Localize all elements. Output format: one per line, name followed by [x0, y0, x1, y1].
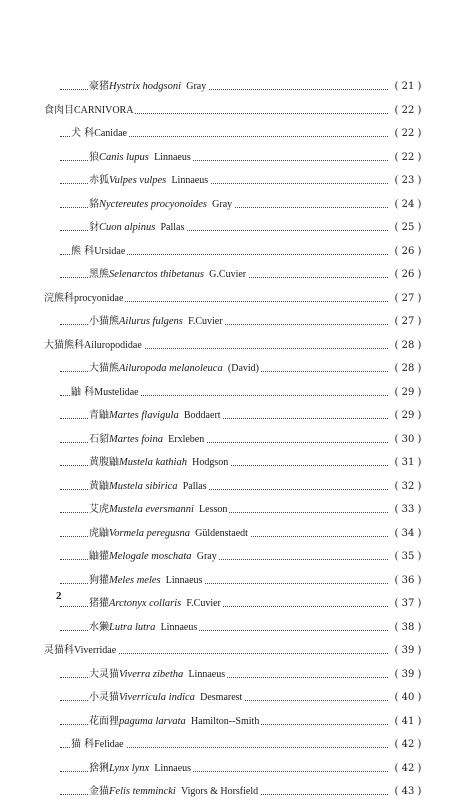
author-name: Lesson — [199, 504, 228, 515]
page-ref: ( 39 ) — [388, 663, 428, 687]
page-ref: ( 31 ) — [388, 451, 428, 475]
author-name: Linnaeus — [165, 574, 203, 586]
chinese-name: 浣熊科 — [44, 292, 74, 304]
chinese-name: 猞猁 — [89, 762, 109, 774]
toc-entry — [0, 757, 450, 781]
entry-title — [89, 569, 204, 593]
toc-entry — [0, 592, 450, 616]
toc-entry — [0, 663, 450, 687]
toc-entry — [0, 99, 450, 123]
toc-entry — [0, 639, 450, 663]
chinese-name: 食肉目 — [44, 104, 74, 116]
entry-title — [89, 475, 209, 499]
chinese-name: 鼬 科 — [71, 386, 95, 398]
scientific-name: Lynx lynx — [109, 762, 150, 774]
chinese-name: 狼 — [89, 151, 99, 163]
page-ref: ( 43 ) — [388, 780, 428, 804]
toc-entry — [0, 75, 450, 99]
author-name: Linnaeus — [154, 762, 192, 774]
toc-entry — [0, 169, 450, 193]
chinese-name: 熊 科 — [71, 245, 95, 257]
page-ref: ( 27 ) — [388, 310, 428, 334]
page-ref: ( 37 ) — [388, 592, 428, 616]
entry-title — [89, 592, 223, 616]
author-name: Hamilton--Smith — [190, 715, 260, 727]
chinese-name: 大猫熊 — [89, 363, 119, 374]
scientific-name: Vulpes vulpes — [109, 175, 167, 186]
page-ref: ( 40 ) — [388, 686, 428, 710]
author-name: Boddaert — [183, 410, 221, 421]
author-name: Linnaeus — [171, 175, 209, 186]
scientific-name: Hystrix hodgsoni — [109, 81, 182, 92]
entry-title — [89, 169, 210, 193]
taxon-latin-name: procyonidae — [74, 292, 124, 304]
entry-title — [71, 122, 129, 146]
chinese-name: 黄鼬 — [89, 480, 109, 492]
entry-title — [89, 75, 208, 99]
chinese-name: 青鼬 — [89, 410, 109, 421]
toc-entry — [0, 122, 450, 146]
scientific-name: Nyctereutes procyonoides — [99, 198, 207, 210]
entry-title — [89, 310, 225, 334]
entry-title — [89, 757, 193, 781]
chinese-name: 猪獾 — [89, 598, 109, 609]
entry-title — [89, 263, 248, 287]
scientific-name: Mustela eversmanni — [109, 504, 194, 515]
entry-title — [89, 404, 223, 428]
page-ref: ( 30 ) — [388, 428, 428, 452]
page-ref: ( 34 ) — [388, 522, 428, 546]
chinese-name: 艾虎 — [89, 504, 109, 515]
entry-title — [89, 710, 261, 734]
entry-title — [44, 639, 118, 663]
page-ref: ( 38 ) — [388, 616, 428, 640]
toc-entry — [0, 381, 450, 405]
toc-entry — [0, 357, 450, 381]
chinese-name: 虎鼬 — [89, 527, 109, 539]
author-name: Gray — [212, 198, 233, 210]
taxon-latin-name: Viverridae — [74, 645, 117, 656]
author-name: Pallas — [182, 480, 207, 492]
author-name: Pallas — [160, 222, 185, 233]
author-name: Linnaeus — [160, 621, 198, 633]
author-name: G.Cuvier — [209, 269, 247, 280]
page-ref: ( 36 ) — [388, 569, 428, 593]
toc-entry — [0, 193, 450, 217]
entry-title — [44, 99, 135, 123]
scientific-name: Mustela sibirica — [109, 480, 178, 492]
entry-title — [89, 545, 219, 569]
chinese-name: 豺 — [89, 222, 99, 233]
chinese-name: 貉 — [89, 198, 99, 210]
entry-title — [71, 733, 126, 757]
scientific-name: Mustela kathiah — [119, 457, 187, 468]
scientific-name: Melogale moschata — [109, 551, 192, 562]
scientific-name: Ailurus fulgens — [119, 316, 183, 327]
chinese-name: 灵猫科 — [44, 645, 74, 656]
toc-entry — [0, 310, 450, 334]
toc-entry — [0, 404, 450, 428]
page-ref: ( 21 ) — [388, 75, 428, 99]
toc-entry — [0, 240, 450, 264]
chinese-name: 狗獾 — [89, 574, 109, 586]
chinese-name: 水獭 — [89, 621, 109, 633]
author-name: Desmarest — [200, 692, 243, 703]
page-ref: ( 26 ) — [388, 240, 428, 264]
scientific-name: Lutra lutra — [109, 621, 156, 633]
page-ref: ( 22 ) — [388, 99, 428, 123]
scientific-name: Felis temmincki — [109, 786, 176, 797]
author-name: F.Cuvier — [186, 598, 221, 609]
page-ref: ( 29 ) — [388, 381, 428, 405]
toc-entry — [0, 287, 450, 311]
toc-entry — [0, 451, 450, 475]
toc-entry — [0, 498, 450, 522]
entry-title — [89, 663, 227, 687]
author-name: Güldenstaedt — [195, 527, 248, 539]
author-name: Gray — [196, 551, 217, 562]
entry-title — [44, 334, 144, 358]
page-ref: ( 25 ) — [388, 216, 428, 240]
author-name: Erxleben — [168, 433, 205, 445]
author-name: Linnaeus — [154, 151, 191, 163]
taxon-latin-name: Canidae — [94, 128, 127, 139]
entry-title — [89, 146, 193, 170]
scientific-name: paguma larvata — [119, 715, 186, 727]
toc-entry — [0, 522, 450, 546]
chinese-name: 小灵猫 — [89, 692, 119, 703]
page-ref: ( 41 ) — [388, 710, 428, 734]
chinese-name: 大猫熊科 — [44, 339, 84, 351]
scientific-name: Viverricula indica — [119, 692, 195, 703]
page-ref: ( 39 ) — [388, 639, 428, 663]
page-ref: ( 22 ) — [388, 146, 428, 170]
toc-entry — [0, 475, 450, 499]
chinese-name: 石貂 — [89, 433, 109, 445]
scientific-name: Canis lupus — [99, 151, 149, 163]
entry-title — [89, 686, 244, 710]
toc-entry — [0, 780, 450, 804]
page-ref: ( 23 ) — [388, 169, 428, 193]
chinese-name: 黄腹鼬 — [89, 457, 119, 468]
chinese-name: 猫 科 — [71, 739, 95, 750]
chinese-name: 小猫熊 — [89, 316, 119, 327]
toc-entry — [0, 216, 450, 240]
table-of-contents — [0, 75, 450, 804]
entry-title — [71, 381, 141, 405]
toc-entry — [0, 686, 450, 710]
chinese-name: 犬 科 — [71, 128, 95, 139]
toc-entry — [0, 334, 450, 358]
chinese-name: 花面狸 — [89, 715, 119, 727]
entry-title — [89, 522, 250, 546]
scientific-name: Vormela peregusna — [109, 527, 190, 539]
entry-title — [44, 287, 125, 311]
author-name: Gray — [186, 81, 207, 92]
entry-title — [89, 193, 234, 217]
author-name: (David) — [227, 363, 260, 374]
page-ref: ( 27 ) — [388, 287, 428, 311]
page-ref: ( 35 ) — [388, 545, 428, 569]
chinese-name: 赤狐 — [89, 175, 109, 186]
taxon-latin-name: Mustelidae — [94, 386, 139, 398]
toc-entry — [0, 616, 450, 640]
entry-title — [89, 780, 260, 804]
entry-title — [89, 428, 206, 452]
page-ref: ( 32 ) — [388, 475, 428, 499]
toc-entry — [0, 263, 450, 287]
page-ref: ( 26 ) — [388, 263, 428, 287]
toc-entry — [0, 545, 450, 569]
toc-entry — [0, 569, 450, 593]
page-ref: ( 28 ) — [388, 334, 428, 358]
toc-entry — [0, 710, 450, 734]
page-ref: ( 42 ) — [388, 757, 428, 781]
author-name: F.Cuvier — [188, 316, 223, 327]
scientific-name: Martes flavigula — [109, 410, 179, 421]
author-name: Vigors & Horsfield — [180, 786, 259, 797]
page-ref: ( 29 ) — [388, 404, 428, 428]
chinese-name: 黑熊 — [89, 269, 109, 280]
toc-entry — [0, 733, 450, 757]
page-ref: ( 22 ) — [388, 122, 428, 146]
scientific-name: Ailuropoda melanoleuca — [119, 363, 223, 374]
author-name: Linnaeus — [188, 668, 226, 680]
page-ref: ( 28 ) — [388, 357, 428, 381]
chinese-name: 金猫 — [89, 786, 109, 797]
taxon-latin-name: Ursidae — [94, 245, 126, 257]
page-number: 2 — [56, 590, 62, 602]
page-ref: ( 33 ) — [388, 498, 428, 522]
entry-title — [89, 498, 229, 522]
page-ref: ( 42 ) — [388, 733, 428, 757]
page-ref: ( 24 ) — [388, 193, 428, 217]
chinese-name: 鼬獾 — [89, 551, 109, 562]
taxon-latin-name: Ailuropodidae — [84, 339, 142, 351]
entry-title — [71, 240, 127, 264]
scientific-name: Meles meles — [109, 574, 161, 586]
taxon-latin-name: CARNIVORA — [74, 104, 134, 116]
scientific-name: Cuon alpinus — [99, 222, 156, 233]
toc-entry — [0, 428, 450, 452]
scientific-name: Viverra zibetha — [119, 668, 184, 680]
scientific-name: Martes foina — [109, 433, 163, 445]
scientific-name: Selenarctos thibetanus — [109, 269, 204, 280]
entry-title — [89, 451, 230, 475]
chinese-name: 大灵猫 — [89, 668, 119, 680]
toc-entry — [0, 146, 450, 170]
chinese-name: 豪猪 — [89, 81, 109, 92]
entry-title — [89, 616, 199, 640]
taxon-latin-name: Felidae — [94, 739, 124, 750]
scientific-name: Arctonyx collaris — [109, 598, 182, 609]
entry-title — [89, 357, 261, 381]
entry-title — [89, 216, 186, 240]
author-name: Hodgson — [192, 457, 229, 468]
